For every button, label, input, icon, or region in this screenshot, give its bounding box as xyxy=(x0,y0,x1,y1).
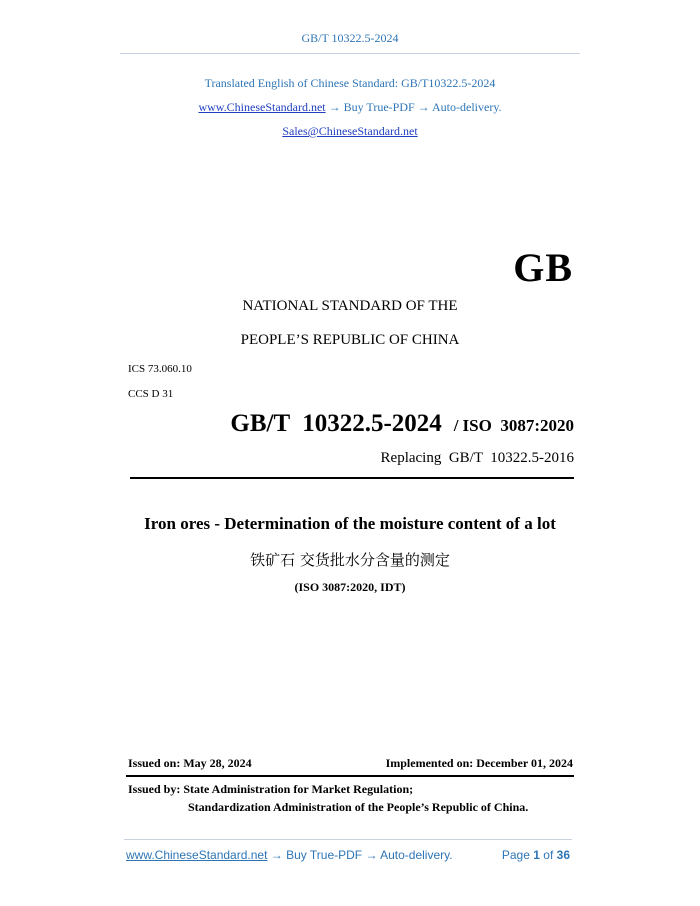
issuer-line2: Standardization Administration of the People’s Republic of China. xyxy=(188,800,529,814)
standard-separator: / xyxy=(453,416,459,435)
site-link[interactable]: www.ChineseStandard.net xyxy=(198,100,326,114)
translation-notice: Translated English of Chinese Standard: GB/T10322.5-2024 xyxy=(204,76,496,90)
page-of-label: of xyxy=(543,848,554,862)
document-title: Iron ores - Determination of the moisture content of a lot xyxy=(144,514,556,533)
purchase-line xyxy=(0,100,700,115)
page-current: 1 xyxy=(533,848,540,862)
purchase-text: → Buy True-PDF → Auto-delivery. xyxy=(325,100,502,114)
issuer-line1: Issued by: State Administration for Market Regulation; xyxy=(128,782,414,796)
ics-code: ICS 73.060.10 xyxy=(128,363,192,375)
standard-rule xyxy=(130,477,574,479)
implemented-on-date: Implemented on: December 01, 2024 xyxy=(385,756,573,770)
ccs-code: CCS D 31 xyxy=(128,388,174,400)
footer-divider xyxy=(124,839,572,840)
standard-number-row xyxy=(230,410,574,438)
footer-site-link[interactable]: www.ChineseStandard.net xyxy=(126,848,268,862)
page-header-title: GB/T 10322.5-2024 xyxy=(301,31,399,45)
standard-number: GB/T 10322.5-2024 xyxy=(230,410,442,437)
issued-on-date: Issued on: May 28, 2024 xyxy=(128,756,252,770)
header-divider xyxy=(120,53,580,54)
footer-purchase-line xyxy=(126,848,453,862)
dates-rule xyxy=(126,775,574,777)
page-label: Page xyxy=(501,848,530,862)
document-title-chinese: 铁矿石 交货批水分含量的测定 xyxy=(250,551,450,569)
national-standard-line2: PEOPLE’S REPUBLIC OF CHINA xyxy=(240,332,460,348)
page-total: 36 xyxy=(556,848,570,862)
email-link[interactable]: Sales@ChineseStandard.net xyxy=(282,124,418,138)
iso-number: ISO 3087:2020 xyxy=(462,416,574,435)
page-indicator xyxy=(502,848,570,862)
gb-logo: GB xyxy=(513,245,573,290)
iso-equivalence: (ISO 3087:2020, IDT) xyxy=(294,580,406,594)
footer-purchase-text: → Buy True-PDF → Auto-delivery. xyxy=(267,848,453,862)
email-line xyxy=(0,124,700,139)
replacing-note: Replacing GB/T 10322.5-2016 xyxy=(380,450,574,466)
national-standard-line1: NATIONAL STANDARD OF THE xyxy=(242,298,458,314)
